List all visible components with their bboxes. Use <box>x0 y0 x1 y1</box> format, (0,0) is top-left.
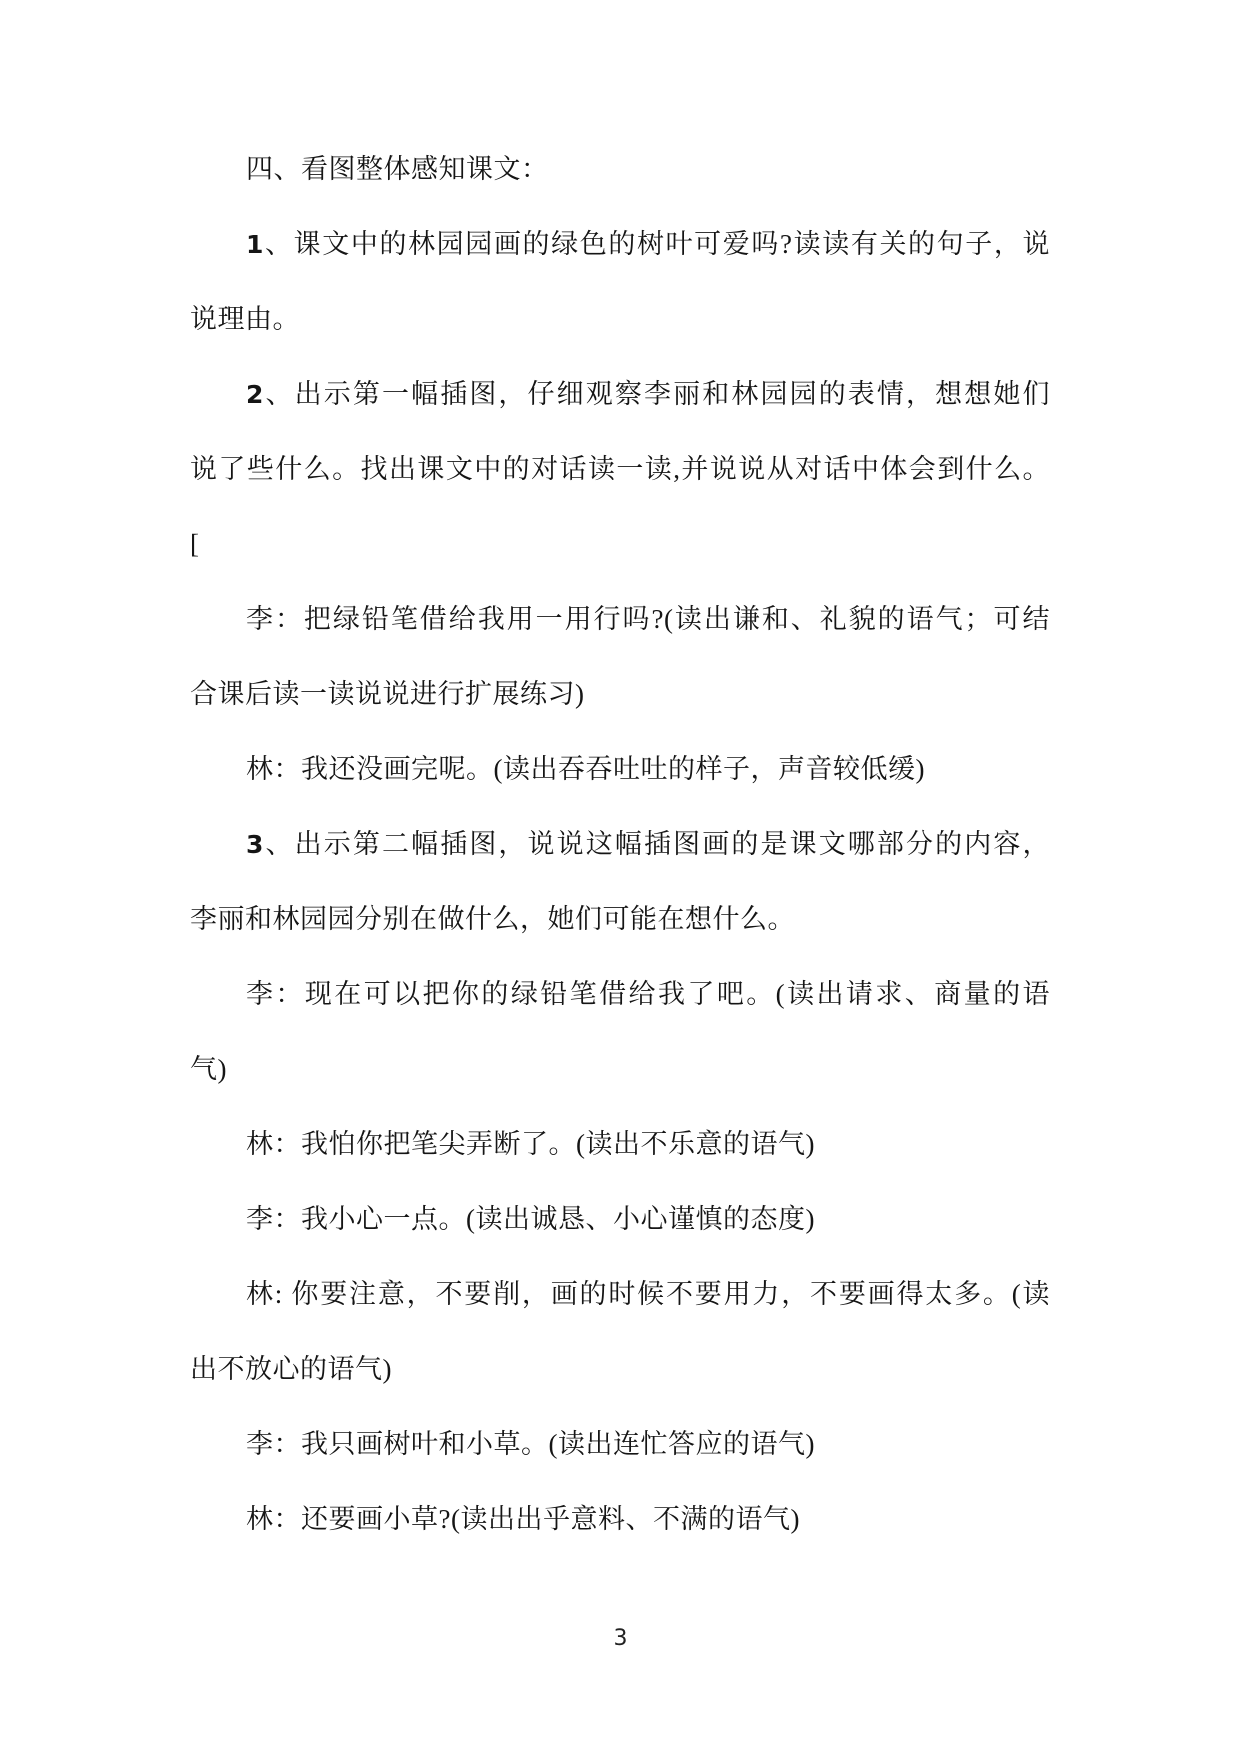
text-line-content: 李：我小心一点。(读出诚恳、小心谨慎的态度) <box>246 1204 815 1234</box>
text-line-content: 李丽和林园园分别在做什么，她们可能在想什么。 <box>190 904 795 934</box>
text-line <box>190 1257 1050 1332</box>
text-line-content: 、出示第二幅插图，说说这幅插图画的是课文哪部分的内容， <box>263 829 1050 859</box>
text-line <box>190 1182 1050 1257</box>
text-line <box>190 507 1050 582</box>
text-line <box>190 132 1050 207</box>
text-line <box>190 357 1050 432</box>
text-line-content: 出不放心的语气) <box>190 1354 392 1384</box>
text-line <box>190 732 1050 807</box>
document-body-text <box>190 132 1050 1557</box>
text-line-content: 气) <box>190 1054 227 1084</box>
list-number: 3 <box>246 830 264 859</box>
text-line-content: 、出示第一幅插图，仔细观察李丽和林园园的表情，想想她们 <box>263 379 1050 409</box>
text-line-content: 说理由。 <box>190 304 300 334</box>
text-line <box>190 1332 1050 1407</box>
text-line-content: 四、看图整体感知课文： <box>246 154 549 184</box>
text-line <box>190 807 1050 882</box>
text-line <box>190 957 1050 1032</box>
text-line <box>190 1107 1050 1182</box>
text-line-content: 说了些什么。找出课文中的对话读一读,并说说从对话中体会到什么。 <box>190 454 1050 484</box>
text-line-content: 、课文中的林园园画的绿色的树叶可爱吗?读读有关的句子，说 <box>263 229 1050 259</box>
text-line <box>190 657 1050 732</box>
text-line-content: 合课后读一读说说进行扩展练习) <box>190 679 585 709</box>
text-line <box>190 207 1050 282</box>
text-line <box>190 1032 1050 1107</box>
text-line-content: 李：把绿铅笔借给我用一用行吗?(读出谦和、礼貌的语气；可结 <box>246 604 1050 634</box>
text-line-content: [ <box>190 529 200 559</box>
text-line-content: 林：我还没画完呢。(读出吞吞吐吐的样子，声音较低缓) <box>246 754 925 784</box>
text-line <box>190 582 1050 657</box>
text-line-content: 林：我怕你把笔尖弄断了。(读出不乐意的语气) <box>246 1129 815 1159</box>
text-line <box>190 282 1050 357</box>
text-line <box>190 882 1050 957</box>
text-line-content: 林：还要画小草?(读出出乎意料、不满的语气) <box>246 1504 800 1534</box>
list-number: 1 <box>246 230 264 259</box>
text-line <box>190 432 1050 507</box>
text-line <box>190 1482 1050 1557</box>
text-line-content: 李：我只画树叶和小草。(读出连忙答应的语气) <box>246 1429 815 1459</box>
page-number: 3 <box>613 1626 628 1651</box>
text-line <box>190 1407 1050 1482</box>
text-line-content: 李：现在可以把你的绿铅笔借给我了吧。(读出请求、商量的语 <box>246 979 1050 1009</box>
list-number: 2 <box>246 380 264 409</box>
text-line-content: 林: 你要注意，不要削，画的时候不要用力，不要画得太多。(读 <box>246 1279 1050 1309</box>
